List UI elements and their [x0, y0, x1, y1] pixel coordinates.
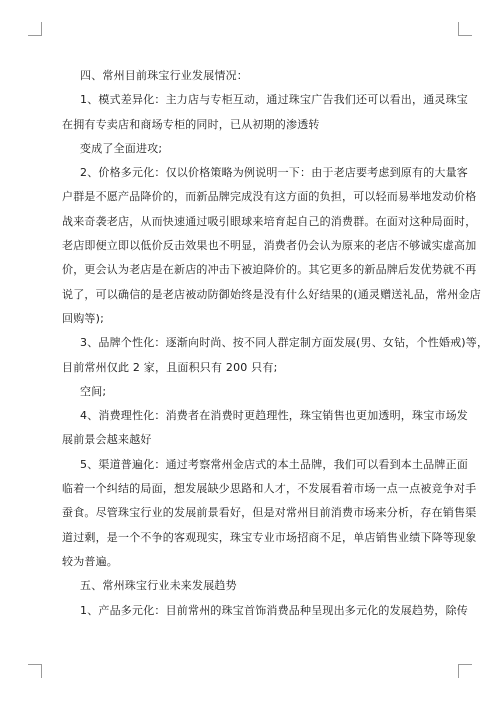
- section-heading-4: 四、常州目前珠宝行业发展情况：: [80, 69, 248, 82]
- paragraph-4-line-1: 4、消费理性化：消费者在消费时更趋理性，珠宝销售也更加透明，珠宝市场发: [80, 409, 468, 423]
- paragraph-5-line-2: 临着一个纠结的局面，想发展缺少思路和人才，不发展看着市场一点一点被竞争对手: [62, 482, 477, 496]
- paragraph-5-line-3: 蚕食。尽管珠宝行业的发展前景看好，但是对常州目前消费市场来分析，存在销售渠: [62, 506, 477, 520]
- crop-mark-bottom-right: [458, 664, 472, 678]
- paragraph-5-line-1: 5、渠道普遍化：通过考察常州金店式的本土品牌，我们可以看到本土品牌正面: [80, 457, 468, 471]
- paragraph-2-line-3: 战来奇袭老店，从而快速通过吸引眼球来培育起自己的消费群。在面对这种局面时，: [62, 214, 477, 228]
- crop-mark-top-right: [458, 22, 472, 36]
- paragraph-2-line-2: 户群是不愿产品降价的，而新品牌完成没有这方面的负担，可以轻而易举地发动价格: [62, 190, 477, 204]
- paragraph-2-line-5: 价，更会认为老店是在新店的冲击下被迫降价的。其它更多的新品牌后发优势就不再: [62, 263, 477, 277]
- paragraph-1-line-2: 在拥有专卖店和商场专柜的同时，已从初期的渗透转: [62, 117, 320, 131]
- section-heading-5: 五、常州珠宝行业未来发展趋势: [80, 579, 237, 593]
- paragraph-3-line-3: 空间;: [80, 384, 107, 398]
- paragraph-2-line-4: 老店即便立即以低价反击效果也不明显，消费者仍会认为原来的老店不够诚实虚高加: [62, 239, 477, 253]
- crop-mark-top-left: [28, 22, 42, 36]
- paragraph-3-line-2: 目前常州仅此 2 家，且面积只有 200 只有;: [62, 360, 278, 374]
- paragraph-2-line-6: 说了，可以确信的是老店被动防御始终是没有什么好结果的(通灵赠送礼品，常州金店: [62, 287, 481, 301]
- paragraph-3-line-1: 3、品牌个性化：逐渐向时尚、按不同人群定制方面发展(男、女钻，个性婚戒)等，: [80, 336, 489, 350]
- paragraph-1-line-3: 变成了全面进攻;: [80, 141, 163, 155]
- paragraph-6-line-1: 1、产品多元化：目前常州的珠宝首饰消费品种呈现出多元化的发展趋势，除传: [80, 603, 468, 617]
- paragraph-2-line-1: 2、价格多元化：仅以价格策略为例说明一下：由于老店要考虑到原有的大量客: [80, 166, 468, 180]
- document-body: [62, 64, 489, 623]
- paragraph-4-line-2: 展前景会越来越好: [62, 433, 152, 447]
- crop-mark-bottom-left: [28, 664, 42, 678]
- paragraph-5-line-5: 较为普遍。: [62, 554, 118, 568]
- paragraph-1-line-1: 1、模式差异化：主力店与专柜互动，通过珠宝广告我们还可以看出，通灵珠宝: [80, 93, 468, 107]
- paragraph-5-line-4: 道过剩，是一个不争的客观现实，珠宝专业市场招商不足，单店销售业绩下降等现象: [62, 530, 477, 544]
- paragraph-2-line-7: 回购等);: [62, 311, 104, 325]
